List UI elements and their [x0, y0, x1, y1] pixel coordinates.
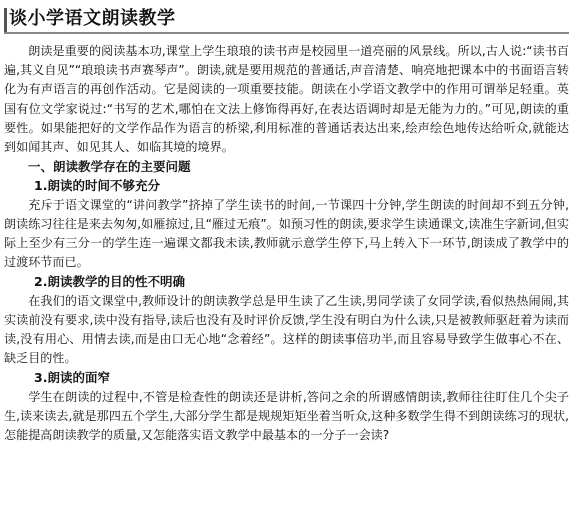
subsection-heading-1: 1.朗读的时间不够充分	[34, 178, 160, 194]
subsection-heading-2: 2.朗读教学的目的性不明确	[34, 274, 185, 290]
subsection-paragraph-3: 学生在朗读的过程中,不管是检查性的朗读还是讲析,答问之余的所谓感情朗读,教师往往盯住几个尖子生,读来读去,就是那四五个学生,大部分学生都是规规矩矩坐着当听众,这种多数学生得不到朗读练习的现状,怎能提高朗读教学的质量,又怎能落实语文教学中最基本的一分子一会读?	[4, 389, 569, 443]
subsection-paragraph-2: 在我们的语文课堂中,教师设计的朗读教学总是甲生读了乙生读,男同学读了女同学读,看似热热闹闹,其实读前没有要求,读中没有指导,读后也没有及时评价反馈,学生没有明白为什么读,只是被教师驱赶着为读而读,没有用心、用情去读,而是由口无心地“念着经”。这样的朗读事倍功半,而且容易导致学生做事心不在、缺乏目的性。	[4, 293, 569, 366]
intro-paragraph: 朗读是重要的阅读基本功,课堂上学生琅琅的读书声是校园里一道亮丽的风景线。所以,古人说:“读书百遍,其义自见”“琅琅读书声赛琴声”。朗读,就是要用规范的普通话,声音清楚、响亮地把课本中的书面语言转化为有声语言的再创作活动。它是阅读的一项重要技能。朗读在小学语文教学中的作用可谓举足轻重。英国有位文学家说过:“书写的艺术,哪怕在文法上修饰得再好,在表达语调时却是无能为力的。”可见,朗读的重要性。如果能把好的文学作品作为语言的桥梁,利用标准的普通话表达出来,绘声绘色地传达给听众,就能达到如闻其声、如见其人、如临其境的境界。	[4, 44, 569, 155]
section-heading: 一、朗读教学存在的主要问题	[28, 159, 191, 175]
subsection-heading-3: 3.朗读的面窄	[34, 370, 110, 386]
document-title: 谈小学语文朗读教学	[4, 8, 176, 32]
title-bar	[4, 4, 569, 34]
subsection-paragraph-1: 充斥于语文课堂的“讲问教学”挤掉了学生读书的时间,一节课四十分钟,学生朗读的时间却不到五分钟,朗读练习往往是来去匆匆,如雁掠过,且“雁过无痕”。如预习性的朗读,要求学生读通课文,读准生字新词,但实际上至少有三分一的学生连一遍课文都我未读,教师就示意学生停下,马上转入下一环节,朗读成了教学中的过渡环节而已。	[4, 197, 569, 270]
